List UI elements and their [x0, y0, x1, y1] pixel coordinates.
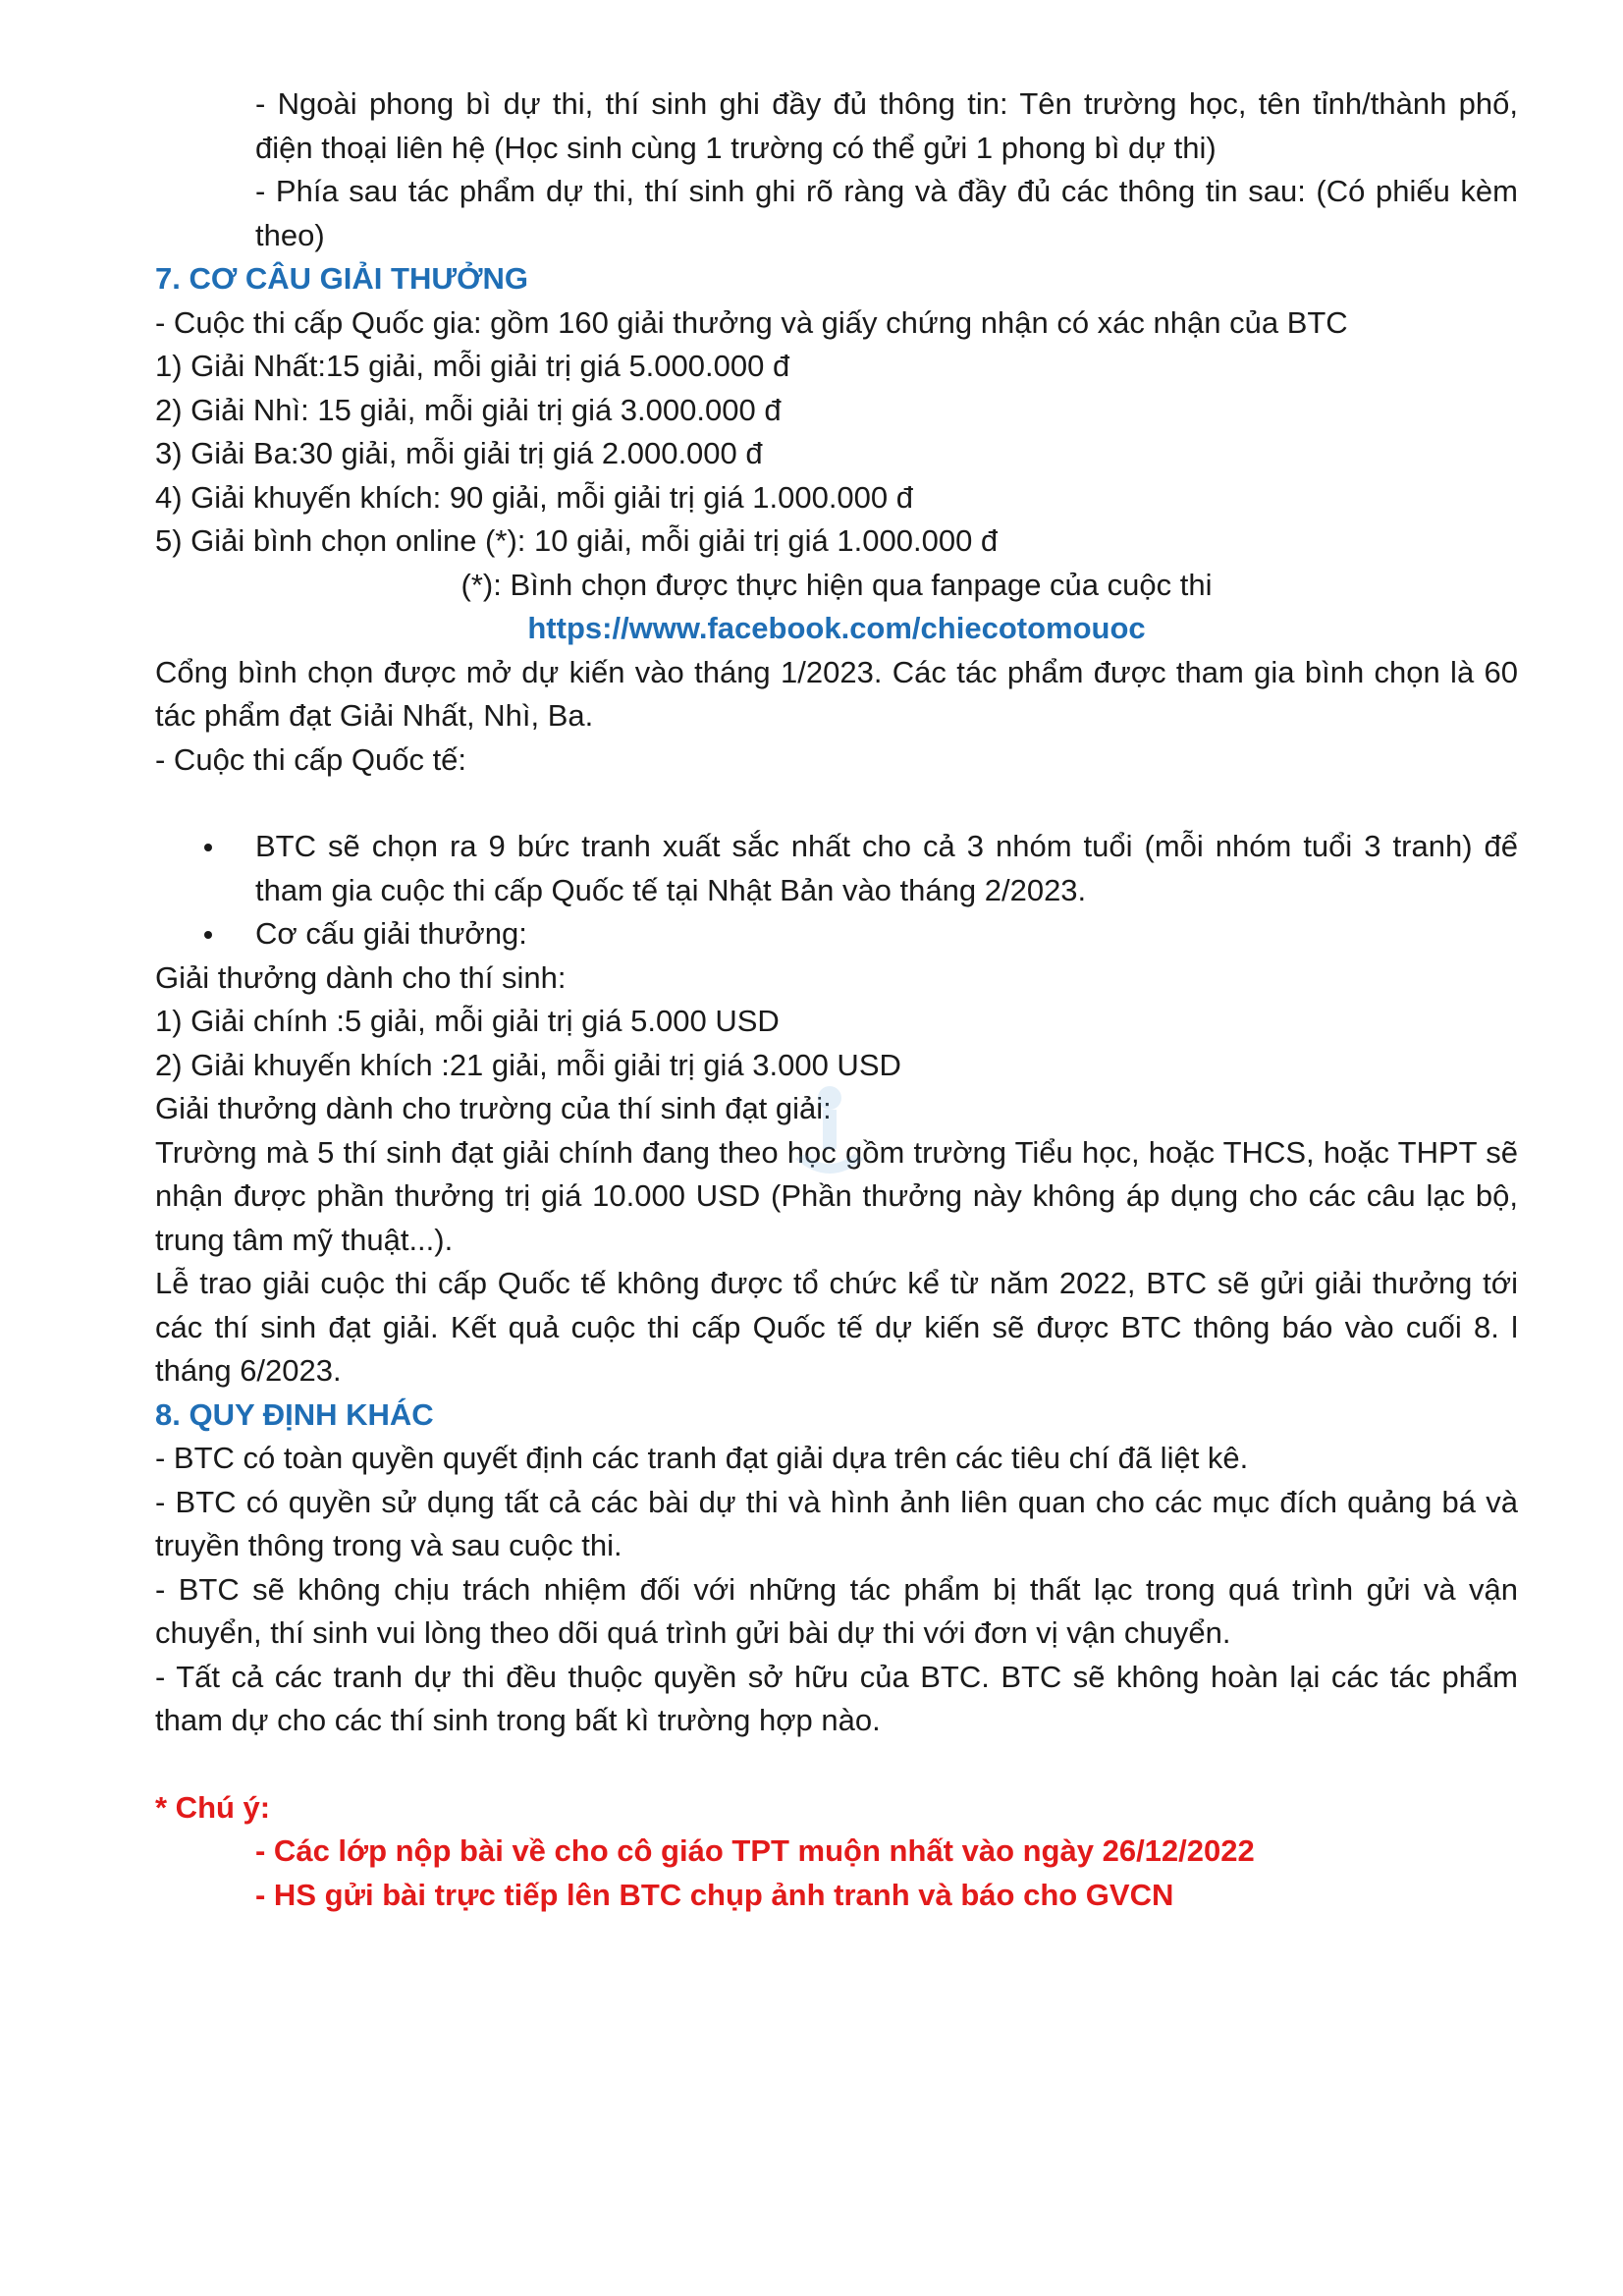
watermark-logo-icon	[785, 1080, 874, 1188]
note-title: * Chú ý:	[155, 1789, 271, 1825]
rule-item: - BTC sẽ không chịu trách nhiệm đối với những tác phẩm bị thất lạc trong quá trình gửi và vận chuyển, thí sinh vui lòng theo dõi quá trình gửi bài dự thi với đơn vị vận chuyển.	[155, 1571, 1518, 1650]
vote-open-text: Cổng bình chọn được mở dự kiến vào tháng 1/2023. Các tác phẩm được tham gia bình chọn là 60 tác phẩm đạt Giải Nhất, Nhì, Ba.	[155, 654, 1518, 733]
student-prize-item: 2) Giải khuyến khích :21 giải, mỗi giải trị giá 3.000 USD	[155, 1047, 901, 1082]
prize-item: 2) Giải Nhì: 15 giải, mỗi giải trị giá 3.000.000 đ	[155, 392, 782, 427]
section8-title: 8. QUY ĐỊNH KHÁC	[155, 1396, 434, 1432]
intro-back-text: - Phía sau tác phẩm dự thi, thí sinh ghi rõ ràng và đầy đủ các thông tin sau: (Có phiếu kèm theo)	[255, 174, 1518, 252]
international-bullet-list	[155, 825, 1518, 957]
intro-envelope-text: - Ngoài phong bì dự thi, thí sinh ghi đầy đủ thông tin: Tên trường học, tên tỉnh/thành phố, điện thoại liên hệ (Học sinh cùng 1 trường có thể gửi 1 phong bì dự thi)	[255, 86, 1518, 165]
school-prize-title: Giải thưởng dành cho trường của thí sinh đạt giải:	[155, 1091, 832, 1125]
rule-item: - BTC có toàn quyền quyết định các tranh đạt giải dựa trên các tiêu chí đã liệt kê.	[155, 1441, 1249, 1475]
student-prize-item: 1) Giải chính :5 giải, mỗi giải trị giá 5.000 USD	[155, 1004, 780, 1038]
section7-title: 7. CƠ CÂU GIẢI THƯỞNG	[155, 261, 529, 296]
bullet-text: Cơ cấu giải thưởng:	[255, 916, 527, 951]
ceremony-text: Lễ trao giải cuộc thi cấp Quốc tế không được tổ chức kể từ năm 2022, BTC sẽ gửi giải thưởng tới các thí sinh đạt giải. Kết quả cuộc thi cấp Quốc tế dự kiến sẽ được BTC thông báo vào cuối 8. l tháng 6/2023.	[155, 1266, 1518, 1388]
rule-item: - Tất cả các tranh dự thi đều thuộc quyền sở hữu của BTC. BTC sẽ không hoàn lại các tác phẩm tham dự cho các thí sinh trong bất kì trường hợp nào.	[155, 1659, 1518, 1737]
note-item: - HS gửi bài trực tiếp lên BTC chụp ảnh tranh và báo cho GVCN	[255, 1877, 1174, 1912]
prize-item: 1) Giải Nhất:15 giải, mỗi giải trị giá 5.000.000 đ	[155, 349, 790, 383]
bullet-item	[255, 912, 1518, 957]
bullet-icon	[204, 931, 212, 939]
student-prize-title: Giải thưởng dành cho thí sinh:	[155, 959, 567, 995]
prize-item: 3) Giải Ba:30 giải, mỗi giải trị giá 2.000.000 đ	[155, 436, 763, 470]
fanpage-link[interactable]: https://www.facebook.com/chiecotomouoc	[527, 611, 1146, 645]
bullet-icon	[204, 844, 212, 851]
bullet-item	[255, 825, 1518, 912]
national-contest-text: - Cuộc thi cấp Quốc gia: gồm 160 giải thưởng và giấy chứng nhận có xác nhận của BTC	[155, 304, 1348, 340]
note-item: - Các lớp nộp bài về cho cô giáo TPT muộn nhất vào ngày 26/12/2022	[255, 1833, 1255, 1868]
prize-item: 4) Giải khuyến khích: 90 giải, mỗi giải trị giá 1.000.000 đ	[155, 479, 914, 515]
prize-item: 5) Giải bình chọn online (*): 10 giải, mỗi giải trị giá 1.000.000 đ	[155, 523, 999, 558]
rule-item: - BTC có quyền sử dụng tất cả các bài dự thi và hình ảnh liên quan cho các mục đích quảng bá và truyền thông trong và sau cuộc thi.	[155, 1484, 1518, 1562]
international-contest-text: - Cuộc thi cấp Quốc tế:	[155, 741, 467, 777]
document-page	[155, 82, 1518, 1917]
school-prize-text: Trường mà 5 thí sinh đạt giải chính đang theo học gồm trường Tiểu học, hoặc THCS, hoặc THPT sẽ nhận được phần thưởng trị giá 10.000 USD (Phần thưởng này không áp dụng cho các câu lạc bộ, trung tâm mỹ thuật...).	[155, 1134, 1518, 1257]
bullet-text: BTC sẽ chọn ra 9 bức tranh xuất sắc nhất cho cả 3 nhóm tuổi (mỗi nhóm tuổi 3 tranh) để tham gia cuộc thi cấp Quốc tế tại Nhật Bản vào tháng 2/2023.	[255, 829, 1518, 907]
vote-note: (*): Bình chọn được thực hiện qua fanpage của cuộc thi	[460, 567, 1213, 602]
